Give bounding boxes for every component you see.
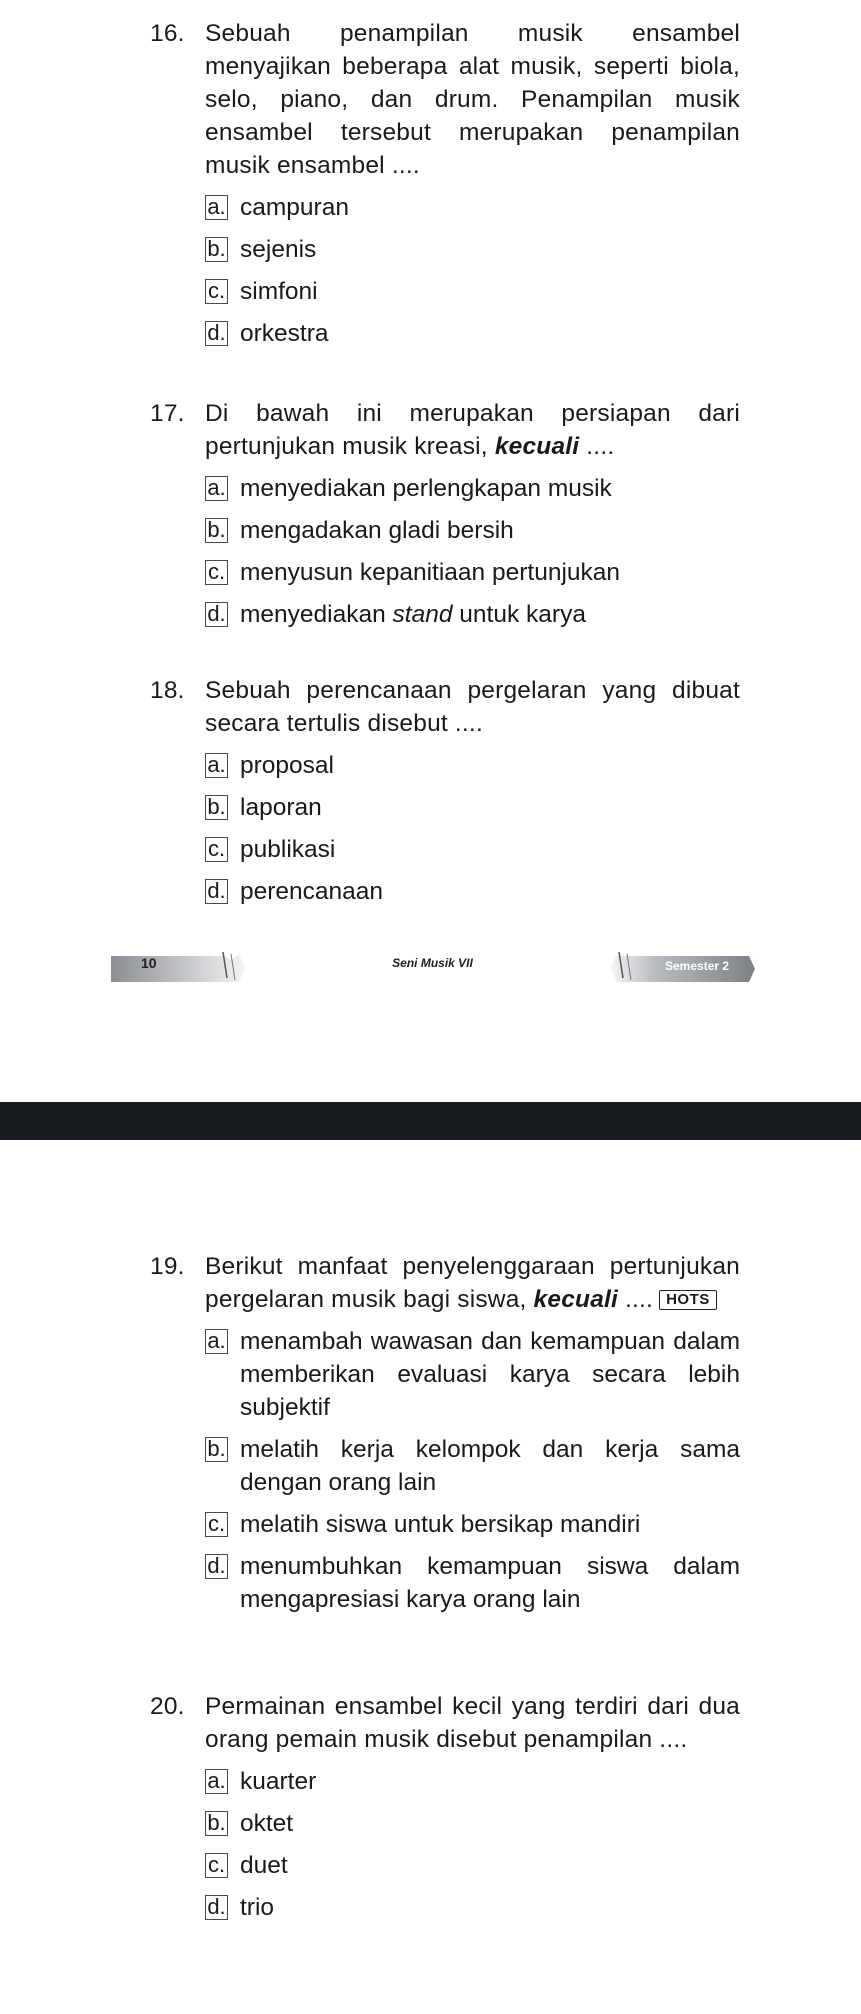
option-text: trio <box>240 1894 275 1921</box>
page-separator-band <box>0 1102 861 1140</box>
option-text: publikasi <box>240 836 336 863</box>
question-number: 17. <box>150 400 185 427</box>
option-letter: d. <box>205 602 228 627</box>
option-italic-word: stand <box>392 601 453 628</box>
question-emphasis: kecuali <box>494 433 580 460</box>
option-text: laporan <box>240 794 322 821</box>
question-16 <box>150 17 740 359</box>
answer-option[interactable] <box>205 1433 740 1499</box>
question-number: 19. <box>150 1253 185 1280</box>
answer-option[interactable] <box>205 191 740 224</box>
answer-option[interactable] <box>205 233 740 266</box>
answer-option[interactable] <box>205 472 740 505</box>
question-ellipsis: .... <box>618 1286 654 1313</box>
question-number: 18. <box>150 677 185 704</box>
option-letter: a. <box>205 476 228 501</box>
answer-option[interactable] <box>205 749 740 782</box>
answer-option[interactable] <box>205 1891 740 1924</box>
answer-option[interactable] <box>205 275 740 308</box>
option-text: orkestra <box>240 320 329 347</box>
option-letter: a. <box>205 1769 228 1794</box>
answer-options <box>150 191 740 350</box>
answer-options <box>150 1325 740 1616</box>
option-letter: b. <box>205 1437 228 1462</box>
option-letter: a. <box>205 195 228 220</box>
option-text: sejenis <box>240 236 317 263</box>
option-text: oktet <box>240 1810 294 1837</box>
question-ellipsis: .... <box>579 433 615 460</box>
answer-option[interactable] <box>205 1807 740 1840</box>
answer-option[interactable] <box>205 514 740 547</box>
option-text: menyediakan perlengkapan musik <box>240 475 612 502</box>
option-letter: d. <box>205 321 228 346</box>
answer-option[interactable] <box>205 598 740 631</box>
option-letter: b. <box>205 237 228 262</box>
question-text <box>150 397 740 463</box>
question-20 <box>150 1690 740 1933</box>
semester-label: Semester 2 <box>665 959 730 973</box>
option-text: menambah wawasan dan kemampuan dalam memberikan evaluasi karya secara lebih subjektif <box>240 1328 740 1421</box>
answer-option[interactable] <box>205 1849 740 1882</box>
option-text: campuran <box>240 194 349 221</box>
option-text: kuarter <box>240 1768 317 1795</box>
option-text: proposal <box>240 752 334 779</box>
answer-option[interactable] <box>205 875 740 908</box>
question-text <box>150 1250 740 1316</box>
answer-option[interactable] <box>205 833 740 866</box>
option-text: menyusun kepanitiaan pertunjukan <box>240 559 621 586</box>
hots-badge: HOTS <box>659 1290 717 1310</box>
answer-option[interactable] <box>205 1765 740 1798</box>
question-number: 16. <box>150 20 185 47</box>
question-body: Berikut manfaat penyelenggaraan pertunjukan pergelaran musik bagi siswa, <box>205 1253 740 1313</box>
question-body: Sebuah penampilan musik ensambel menyajikan beberapa alat musik, seperti biola, selo, piano, dan drum. Penampilan musik ensambel tersebut merupakan penampilan musik ensambel .... <box>205 20 740 179</box>
option-text-start: menyediakan <box>240 601 393 628</box>
question-text <box>150 17 740 182</box>
option-letter: c. <box>205 1853 228 1878</box>
option-letter: c. <box>205 560 228 585</box>
option-letter: b. <box>205 1811 228 1836</box>
question-19 <box>150 1250 740 1625</box>
option-text: menumbuhkan kemampuan siswa dalam mengapresiasi karya orang lain <box>240 1553 740 1613</box>
answer-option[interactable] <box>205 317 740 350</box>
option-text: duet <box>240 1852 288 1879</box>
question-emphasis: kecuali <box>533 1286 619 1313</box>
answer-options <box>150 749 740 908</box>
option-letter: b. <box>205 518 228 543</box>
option-text: perencanaan <box>240 878 384 905</box>
option-text: mengadakan gladi bersih <box>240 517 514 544</box>
answer-option[interactable] <box>205 556 740 589</box>
option-text: melatih kerja kelompok dan kerja sama dengan orang lain <box>240 1436 740 1496</box>
question-body: Sebuah perencanaan pergelaran yang dibuat secara tertulis disebut .... <box>205 677 740 737</box>
option-letter: d. <box>205 1895 228 1920</box>
option-letter: c. <box>205 1512 228 1537</box>
page-footer <box>105 948 760 990</box>
option-letter: c. <box>205 837 228 862</box>
book-title: Seni Musik VII <box>392 956 473 970</box>
question-17 <box>150 397 740 640</box>
question-text <box>150 674 740 740</box>
option-letter: b. <box>205 795 228 820</box>
answer-option[interactable] <box>205 791 740 824</box>
question-number: 20. <box>150 1693 185 1720</box>
question-text <box>150 1690 740 1756</box>
answer-option[interactable] <box>205 1325 740 1424</box>
page-number: 10 <box>141 955 157 971</box>
option-letter: d. <box>205 879 228 904</box>
option-text: simfoni <box>240 278 318 305</box>
option-text <box>240 598 740 631</box>
worksheet-page-2 <box>0 1140 861 2014</box>
question-body: Di bawah ini merupakan persiapan dari pertunjukan musik kreasi, <box>205 400 740 460</box>
option-text-end: untuk karya <box>452 601 586 628</box>
answer-option[interactable] <box>205 1508 740 1541</box>
option-letter: a. <box>205 1329 228 1354</box>
option-letter: d. <box>205 1554 228 1579</box>
option-letter: c. <box>205 279 228 304</box>
option-letter: a. <box>205 753 228 778</box>
answer-option[interactable] <box>205 1550 740 1616</box>
option-text: melatih siswa untuk bersikap mandiri <box>240 1511 641 1538</box>
answer-options <box>150 472 740 631</box>
answer-options <box>150 1765 740 1924</box>
question-body: Permainan ensambel kecil yang terdiri dari dua orang pemain musik disebut penampilan .... <box>205 1693 740 1753</box>
question-18 <box>150 674 740 917</box>
